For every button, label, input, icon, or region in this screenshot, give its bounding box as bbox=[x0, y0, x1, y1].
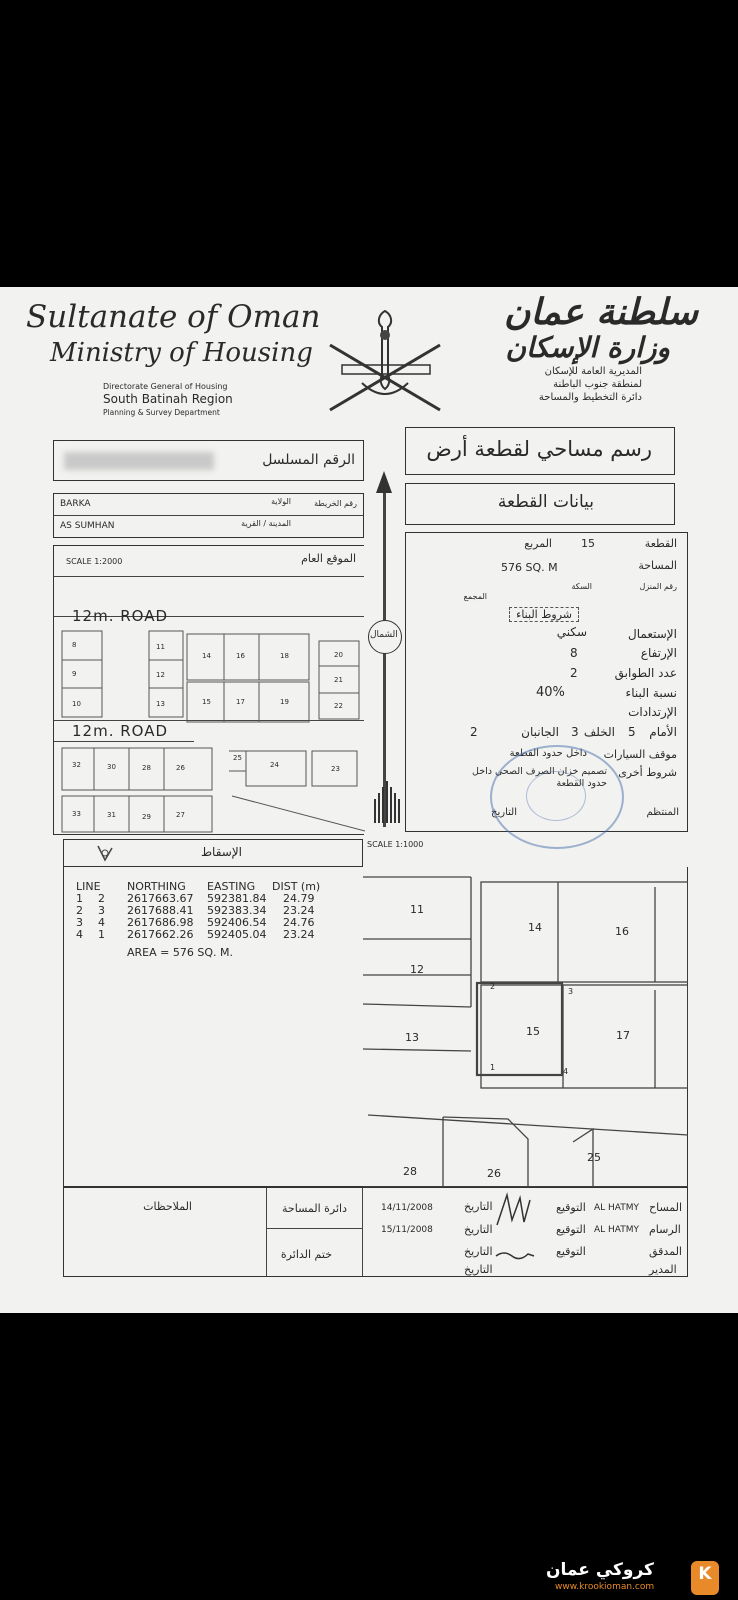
col-header-line: LINE bbox=[76, 880, 101, 893]
table-row: 3 4 2617686.98 592406.54 24.76 bbox=[76, 916, 315, 929]
north-hatch-icon bbox=[372, 779, 402, 823]
table-row: 2 3 2617688.41 592383.34 23.24 bbox=[76, 904, 315, 917]
front-value: 5 bbox=[628, 725, 636, 739]
dept-line-1: Directorate General of Housing bbox=[103, 382, 228, 391]
compass-icon bbox=[94, 842, 116, 864]
use-label: الإستعمال bbox=[628, 627, 677, 641]
plot-29: 29 bbox=[142, 813, 151, 821]
dept-line-3: Planning & Survey Department bbox=[103, 408, 220, 417]
block-label: المربع bbox=[524, 537, 552, 550]
signature-table bbox=[63, 1187, 688, 1277]
ratio-label: نسبة البناء bbox=[625, 686, 677, 700]
height-value: 8 bbox=[570, 646, 578, 660]
watermark-logo-letter: K bbox=[698, 1564, 712, 1584]
watermark-url: www.krookioman.com bbox=[555, 1582, 655, 1592]
dept-ar-2: لمنطقة جنوب الباطنة bbox=[553, 379, 642, 390]
back-label: الخلف bbox=[583, 725, 615, 739]
plot-11: 11 bbox=[156, 643, 165, 651]
date-label-1: التاريخ bbox=[464, 1200, 493, 1213]
front-label: الأمام bbox=[649, 725, 677, 739]
floors-value: 2 bbox=[570, 666, 578, 680]
floors-label: عدد الطوابق bbox=[614, 666, 677, 680]
plot-28-small: 28 bbox=[142, 764, 151, 772]
parking-value: داخل حدود القطعة bbox=[509, 748, 587, 759]
date-label-3: التاريخ bbox=[464, 1245, 493, 1258]
watermark-logo-icon bbox=[691, 1561, 719, 1595]
official-stamp-inner bbox=[526, 771, 586, 821]
wilayat-value: BARKA bbox=[60, 499, 91, 509]
dept-ar-1: المديرية العامة للإسكان bbox=[544, 366, 642, 377]
survey-document bbox=[0, 287, 738, 1313]
plot-26-small: 26 bbox=[176, 764, 185, 772]
title-ar-ministry: وزارة الإسكان bbox=[505, 331, 670, 364]
plot-31: 31 bbox=[107, 811, 116, 819]
proj-plot-13: 13 bbox=[405, 1031, 419, 1044]
proj-plot-16: 16 bbox=[615, 925, 629, 938]
ratio-value: 40% bbox=[536, 685, 565, 700]
road-label-2: 12m. ROAD bbox=[72, 722, 169, 740]
table-row: 4 1 2617662.26 592405.04 23.24 bbox=[76, 928, 315, 941]
col-header-northing: NORTHING bbox=[127, 880, 186, 893]
house-no-label: رقم المنزل bbox=[639, 582, 677, 591]
projection-title: الإسقاط bbox=[200, 845, 242, 859]
village-label: المدينة / القرية bbox=[241, 519, 291, 528]
director-label: المدير bbox=[649, 1263, 677, 1276]
plot-22: 22 bbox=[334, 702, 343, 710]
plot-12: 12 bbox=[156, 671, 165, 679]
drafter-name: AL HATMY bbox=[594, 1225, 640, 1235]
plot-15-small: 15 bbox=[202, 698, 211, 706]
plot-23: 23 bbox=[331, 765, 340, 773]
dept-stamp-label: ختم الدائرة bbox=[280, 1248, 332, 1261]
plot-17-small: 17 bbox=[236, 698, 245, 706]
corner-1: 1 bbox=[490, 1063, 496, 1072]
location-title: الموقع العام bbox=[301, 552, 356, 565]
plot-18: 18 bbox=[280, 652, 289, 660]
location-map-plots bbox=[54, 546, 365, 836]
date-1: 14/11/2008 bbox=[381, 1203, 433, 1213]
drafter-label: الرسام bbox=[649, 1223, 681, 1236]
plot-24: 24 bbox=[270, 761, 279, 769]
setbacks-label: الإرتدادات bbox=[628, 705, 677, 719]
plot-data-title-box bbox=[405, 483, 675, 525]
notes-label: الملاحظات bbox=[143, 1200, 192, 1213]
north-arrow-shaft bbox=[383, 487, 386, 827]
date-label-info: التاريخ bbox=[491, 807, 517, 818]
location-scale: SCALE 1:2000 bbox=[66, 557, 123, 566]
plot-30: 30 bbox=[107, 763, 116, 771]
plot-33: 33 bbox=[72, 810, 81, 818]
signature-scribble-icon bbox=[492, 1190, 532, 1230]
area-value: 576 SQ. M bbox=[501, 561, 558, 574]
survey-dept-label: دائرة المساحة bbox=[282, 1202, 347, 1215]
corner-3: 3 bbox=[568, 987, 574, 996]
height-label: الإرتفاع bbox=[640, 646, 677, 660]
plot-data-title: بيانات القطعة bbox=[497, 492, 594, 512]
plot-19: 19 bbox=[280, 698, 289, 706]
doc-title: رسم مساحي لقطعة أرض bbox=[426, 437, 652, 461]
plot-9: 9 bbox=[72, 670, 77, 678]
date-label-2: التاريخ bbox=[464, 1223, 493, 1236]
serial-number-box bbox=[53, 440, 364, 481]
wilayat-label: الولاية bbox=[271, 497, 291, 506]
proj-plot-11: 11 bbox=[410, 903, 424, 916]
area-total: AREA = 576 SQ. M. bbox=[127, 946, 233, 959]
sides-value: 2 bbox=[470, 725, 478, 739]
signature-label-2: التوقيع bbox=[556, 1223, 586, 1236]
back-value: 3 bbox=[571, 725, 579, 739]
surveyor-label: المساح bbox=[649, 1201, 683, 1214]
inspector-label: المنتظم bbox=[646, 807, 679, 818]
parking-label: موقف السيارات bbox=[603, 748, 677, 761]
signature-scribble-2-icon bbox=[494, 1248, 536, 1262]
serial-label: الرقم المسلسل bbox=[262, 452, 355, 468]
proj-plot-17: 17 bbox=[616, 1029, 630, 1042]
location-map-box bbox=[53, 545, 364, 835]
table-row: 1 2 2617663.67 592381.84 24.79 bbox=[76, 892, 315, 905]
projection-scale: SCALE 1:1000 bbox=[367, 840, 424, 849]
dept-line-2: South Batinah Region bbox=[103, 392, 233, 406]
other-value: تصميم خزان الصرف الصحي داخل حدود القطعة bbox=[472, 766, 607, 789]
watermark-footer bbox=[0, 1560, 738, 1600]
serial-number-redacted bbox=[64, 452, 214, 470]
area-label: المساحة bbox=[638, 559, 677, 572]
col-header-dist: DIST (m) bbox=[272, 880, 321, 893]
dept-ar-3: دائرة التخطيط والمساحة bbox=[538, 392, 642, 403]
proj-plot-15: 15 bbox=[526, 1025, 540, 1038]
date-2: 15/11/2008 bbox=[381, 1225, 433, 1235]
signature-label-1: التوقيع bbox=[556, 1201, 586, 1214]
signature-label-3: التوقيع bbox=[556, 1245, 586, 1258]
title-sultanate: Sultanate of Oman bbox=[26, 299, 321, 335]
plot-info-box bbox=[405, 532, 688, 832]
col-header-easting: EASTING bbox=[207, 880, 256, 893]
street-label: السكة bbox=[571, 582, 592, 591]
title-ar-sultanate: سلطنة عمان bbox=[503, 291, 698, 333]
location-details-box bbox=[53, 493, 364, 538]
north-arrow-head-icon bbox=[376, 471, 392, 493]
map-no-label: رقم الخريطة bbox=[314, 499, 357, 508]
proj-plot-28: 28 bbox=[403, 1165, 417, 1178]
proj-plot-25: 25 bbox=[587, 1151, 601, 1164]
plot-20: 20 bbox=[334, 651, 343, 659]
plot-21: 21 bbox=[334, 676, 343, 684]
date-label-4: التاريخ bbox=[464, 1263, 493, 1276]
proj-plot-14: 14 bbox=[528, 921, 542, 934]
plot-16: 16 bbox=[236, 652, 245, 660]
projection-title-box bbox=[63, 839, 363, 867]
plot-no: 15 bbox=[581, 537, 595, 550]
proj-plot-26: 26 bbox=[487, 1167, 501, 1180]
watermark-brand: كروكي عمان bbox=[546, 1560, 654, 1580]
title-ministry: Ministry of Housing bbox=[50, 338, 313, 368]
oman-emblem-icon bbox=[322, 305, 448, 415]
checker-label: المدقق bbox=[649, 1245, 682, 1258]
plot-27: 27 bbox=[176, 811, 185, 819]
corner-2: 2 bbox=[490, 982, 496, 991]
use-value: سكني bbox=[556, 625, 587, 639]
road-label-1: 12m. ROAD bbox=[72, 607, 169, 625]
plot-25-small: 25 bbox=[233, 754, 242, 762]
complex-label: المجمع bbox=[463, 592, 487, 601]
doc-title-box bbox=[405, 427, 675, 475]
surveyor-name: AL HATMY bbox=[594, 1203, 640, 1213]
plot-label: القطعة bbox=[644, 537, 677, 550]
village-value: AS SUMHAN bbox=[60, 521, 115, 531]
plot-14: 14 bbox=[202, 652, 211, 660]
north-label: الشمال bbox=[370, 630, 398, 640]
sides-label: الجانبان bbox=[521, 725, 559, 739]
other-label: شروط أخرى bbox=[618, 766, 677, 779]
plot-13: 13 bbox=[156, 700, 165, 708]
corner-4: 4 bbox=[563, 1067, 569, 1076]
plot-32: 32 bbox=[72, 761, 81, 769]
plot-10: 10 bbox=[72, 700, 81, 708]
plot-8: 8 bbox=[72, 641, 77, 649]
proj-plot-12: 12 bbox=[410, 963, 424, 976]
conditions-title: شروط البناء bbox=[509, 607, 579, 622]
